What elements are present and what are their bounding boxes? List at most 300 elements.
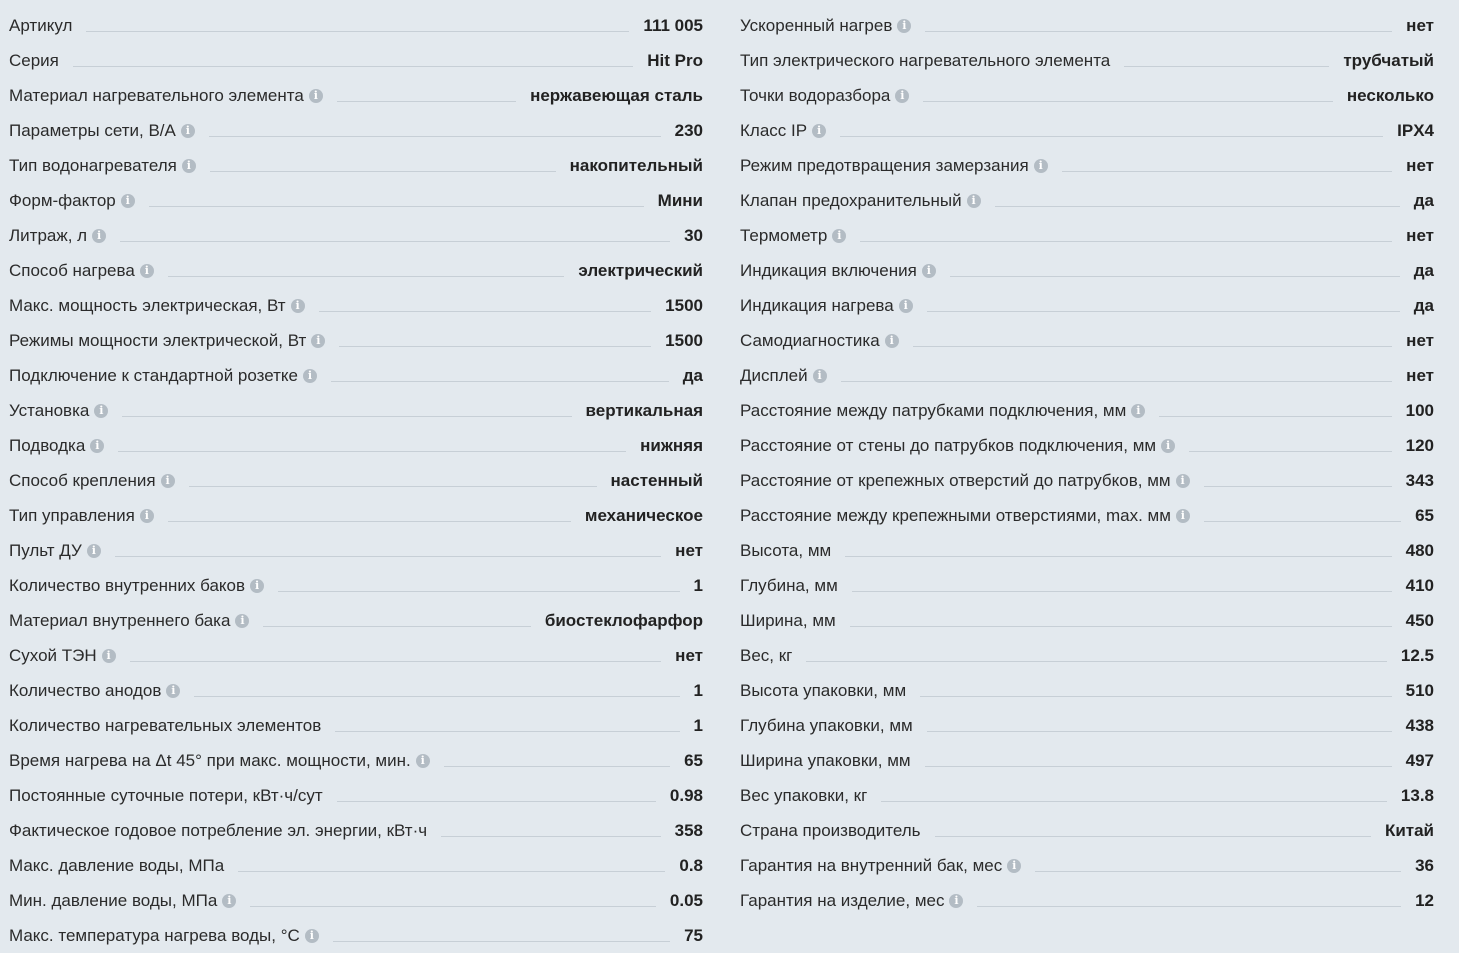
dotted-leader-line <box>881 790 1387 802</box>
spec-label <box>740 121 826 141</box>
dotted-leader-line <box>1062 160 1393 172</box>
spec-label-text: Ширина упаковки, мм <box>740 750 911 770</box>
spec-row <box>740 183 1434 218</box>
spec-label-text: Расстояние от крепежных отверстий до патрубков, мм <box>740 470 1171 490</box>
spec-value: 410 <box>1405 575 1434 595</box>
spec-label-text: Время нагрева на Δt 45° при макс. мощности, мин. <box>9 750 411 770</box>
spec-value: 510 <box>1405 680 1434 700</box>
dotted-leader-line <box>120 230 670 242</box>
spec-label <box>740 471 1190 491</box>
spec-value: Hit Pro <box>647 50 703 70</box>
spec-label-text: Тип электрического нагревательного элемента <box>740 50 1111 70</box>
spec-label-text: Макс. температура нагрева воды, °С <box>9 925 300 945</box>
spec-row <box>740 8 1434 43</box>
spec-row <box>740 253 1434 288</box>
dotted-leader-line <box>841 370 1393 382</box>
dotted-leader-line <box>1204 510 1401 522</box>
spec-row <box>740 883 1434 918</box>
dotted-leader-line <box>840 125 1383 137</box>
spec-value: 1500 <box>665 295 703 315</box>
spec-label-text: Пульт ДУ <box>9 540 82 560</box>
spec-value: биостеклофарфор <box>544 610 703 630</box>
dotted-leader-line <box>850 615 1392 627</box>
info-icon[interactable]: i <box>235 614 249 628</box>
dotted-leader-line <box>925 755 1392 767</box>
dotted-leader-line <box>210 160 556 172</box>
spec-value: 0.05 <box>669 890 703 910</box>
spec-label-text: Клапан предохранительный <box>740 190 962 210</box>
spec-label <box>9 366 317 386</box>
spec-label-text: Тип управления <box>9 505 135 525</box>
spec-label <box>740 891 963 911</box>
info-icon[interactable]: i <box>94 404 108 418</box>
dotted-leader-line <box>923 90 1333 102</box>
info-icon[interactable]: i <box>102 649 116 663</box>
dotted-leader-line <box>995 195 1400 207</box>
info-icon[interactable]: i <box>309 89 323 103</box>
spec-label-text: Страна производитель <box>740 820 921 840</box>
spec-row <box>9 498 703 533</box>
spec-label <box>9 191 135 211</box>
info-icon[interactable]: i <box>182 159 196 173</box>
info-icon[interactable]: i <box>121 194 135 208</box>
dotted-leader-line <box>194 685 679 697</box>
spec-row <box>9 358 703 393</box>
spec-row <box>9 603 703 638</box>
dotted-leader-line <box>1124 55 1329 67</box>
info-icon[interactable]: i <box>305 929 319 943</box>
spec-label-text: Режим предотвращения замерзания <box>740 155 1029 175</box>
spec-label <box>9 786 323 806</box>
spec-label <box>740 611 836 631</box>
dotted-leader-line <box>1189 440 1392 452</box>
spec-label-text: Количество внутренних баков <box>9 575 246 595</box>
spec-label-text: Режимы мощности электрической, Вт <box>9 330 307 350</box>
spec-row <box>740 113 1434 148</box>
spec-value: 230 <box>674 120 703 140</box>
info-icon[interactable]: i <box>1007 859 1021 873</box>
spec-row <box>740 568 1434 603</box>
spec-row <box>9 568 703 603</box>
spec-label <box>9 716 321 736</box>
spec-row <box>740 393 1434 428</box>
spec-label-text: Глубина, мм <box>740 575 838 595</box>
spec-label-text: Высота упаковки, мм <box>740 680 907 700</box>
spec-value: настенный <box>610 470 703 490</box>
info-icon[interactable]: i <box>1176 509 1190 523</box>
dotted-leader-line <box>168 510 571 522</box>
spec-label <box>9 261 154 281</box>
spec-row <box>9 463 703 498</box>
dotted-leader-line <box>339 335 651 347</box>
spec-label <box>9 296 305 316</box>
spec-row <box>740 603 1434 638</box>
spec-row <box>9 183 703 218</box>
info-icon[interactable]: i <box>1161 439 1175 453</box>
spec-label-text: Количество нагревательных элементов <box>9 715 322 735</box>
spec-label-text: Ширина, мм <box>740 610 836 630</box>
spec-label-text: Ускоренный нагрев <box>740 15 893 35</box>
spec-row <box>740 778 1434 813</box>
spec-value: накопительный <box>569 155 703 175</box>
dotted-leader-line <box>118 440 626 452</box>
dotted-leader-line <box>1159 405 1391 417</box>
spec-row <box>9 778 703 813</box>
info-icon[interactable]: i <box>967 194 981 208</box>
spec-label <box>740 16 911 36</box>
spec-label-text: Форм-фактор <box>9 190 116 210</box>
spec-row <box>9 813 703 848</box>
spec-row <box>9 43 703 78</box>
dotted-leader-line <box>238 860 665 872</box>
spec-label <box>9 681 180 701</box>
spec-label-text: Расстояние между патрубками подключения, мм <box>740 400 1127 420</box>
spec-row <box>740 743 1434 778</box>
spec-value: электрический <box>578 260 703 280</box>
info-icon[interactable]: i <box>250 579 264 593</box>
spec-value: 120 <box>1405 435 1434 455</box>
info-icon[interactable]: i <box>140 509 154 523</box>
spec-label <box>740 646 792 666</box>
dotted-leader-line <box>845 545 1391 557</box>
info-icon[interactable]: i <box>885 334 899 348</box>
spec-label-text: Расстояние между крепежными отверстиями, max. мм <box>740 505 1171 525</box>
spec-label <box>9 611 249 631</box>
spec-value: 1500 <box>665 330 703 350</box>
spec-label-text: Подводка <box>9 435 86 455</box>
spec-row <box>740 498 1434 533</box>
spec-label-text: Тип водонагревателя <box>9 155 177 175</box>
spec-label-text: Расстояние от стены до патрубков подключения, мм <box>740 435 1157 455</box>
spec-label <box>740 786 867 806</box>
spec-value: 450 <box>1405 610 1434 630</box>
info-icon[interactable]: i <box>832 229 846 243</box>
spec-row <box>740 218 1434 253</box>
spec-label <box>740 751 911 771</box>
info-icon[interactable]: i <box>897 19 911 33</box>
spec-value: 1 <box>693 575 703 595</box>
spec-label-text: Точки водоразбора <box>740 85 891 105</box>
spec-label <box>9 226 106 246</box>
spec-label <box>9 401 108 421</box>
spec-label <box>9 86 323 106</box>
spec-label-text: Класс IP <box>740 120 808 140</box>
dotted-leader-line <box>122 405 571 417</box>
spec-value: нет <box>675 645 703 665</box>
spec-value: трубчатый <box>1343 50 1434 70</box>
spec-label <box>9 576 264 596</box>
spec-label <box>740 366 827 386</box>
spec-label-text: Фактическое годовое потребление эл. энергии, кВт·ч <box>9 820 428 840</box>
spec-label-text: Способ нагрева <box>9 260 135 280</box>
spec-row <box>740 428 1434 463</box>
spec-label <box>740 856 1021 876</box>
spec-row <box>9 323 703 358</box>
spec-row <box>9 708 703 743</box>
spec-label-text: Количество анодов <box>9 680 162 700</box>
spec-value: 497 <box>1405 750 1434 770</box>
spec-label <box>9 891 236 911</box>
spec-row <box>9 393 703 428</box>
spec-value: да <box>682 365 703 385</box>
spec-row <box>740 43 1434 78</box>
spec-label <box>9 751 430 771</box>
dotted-leader-line <box>913 335 1393 347</box>
spec-label-text: Постоянные суточные потери, кВт·ч/сут <box>9 785 323 805</box>
specs-column-right <box>740 8 1434 918</box>
spec-row <box>740 78 1434 113</box>
spec-label <box>740 226 846 246</box>
dotted-leader-line <box>977 895 1401 907</box>
info-icon[interactable]: i <box>291 299 305 313</box>
spec-label-text: Индикация нагрева <box>740 295 894 315</box>
spec-value: 13.8 <box>1400 785 1434 805</box>
spec-value: нержавеющая сталь <box>530 85 703 105</box>
spec-row <box>9 8 703 43</box>
dotted-leader-line <box>331 370 669 382</box>
spec-value: Мини <box>657 190 703 210</box>
spec-value: 438 <box>1405 715 1434 735</box>
info-icon[interactable]: i <box>899 299 913 313</box>
spec-row <box>9 218 703 253</box>
spec-label-text: Глубина упаковки, мм <box>740 715 913 735</box>
spec-value: 12.5 <box>1400 645 1434 665</box>
spec-value: да <box>1413 260 1434 280</box>
spec-row <box>740 708 1434 743</box>
info-icon[interactable]: i <box>140 264 154 278</box>
dotted-leader-line <box>920 685 1391 697</box>
dotted-leader-line <box>925 20 1392 32</box>
spec-row <box>9 673 703 708</box>
dotted-leader-line <box>278 580 679 592</box>
spec-value: 1 <box>693 680 703 700</box>
spec-label <box>9 51 59 71</box>
info-icon[interactable]: i <box>1034 159 1048 173</box>
spec-row <box>740 848 1434 883</box>
spec-label <box>9 506 154 526</box>
info-icon[interactable]: i <box>181 124 195 138</box>
spec-label <box>740 156 1048 176</box>
spec-value: Китай <box>1384 820 1434 840</box>
dotted-leader-line <box>250 895 656 907</box>
spec-value: нет <box>1406 330 1434 350</box>
spec-value: IPX4 <box>1397 120 1434 140</box>
spec-label-text: Подключение к стандартной розетке <box>9 365 298 385</box>
info-icon[interactable]: i <box>92 229 106 243</box>
info-icon[interactable]: i <box>416 754 430 768</box>
spec-label <box>740 716 913 736</box>
dotted-leader-line <box>319 300 652 312</box>
info-icon[interactable]: i <box>166 684 180 698</box>
spec-row <box>9 533 703 568</box>
spec-value: нет <box>1406 365 1434 385</box>
spec-value: 12 <box>1415 890 1434 910</box>
spec-label <box>740 191 981 211</box>
spec-label <box>9 436 104 456</box>
specs-column-left <box>9 8 703 953</box>
spec-label <box>9 821 427 841</box>
spec-label <box>9 16 72 36</box>
spec-value: да <box>1413 190 1434 210</box>
spec-label <box>740 821 921 841</box>
info-icon[interactable]: i <box>311 334 325 348</box>
spec-value: 65 <box>684 750 703 770</box>
dotted-leader-line <box>927 720 1392 732</box>
spec-label-text: Высота, мм <box>740 540 832 560</box>
dotted-leader-line <box>950 265 1400 277</box>
spec-value: 343 <box>1405 470 1434 490</box>
spec-value: несколько <box>1346 85 1434 105</box>
spec-label <box>740 401 1145 421</box>
spec-label <box>9 471 175 491</box>
spec-label-text: Дисплей <box>740 365 808 385</box>
dotted-leader-line <box>337 90 516 102</box>
spec-value: нет <box>675 540 703 560</box>
spec-label <box>740 296 913 316</box>
spec-value: 0.98 <box>669 785 703 805</box>
spec-label <box>9 646 116 666</box>
dotted-leader-line <box>441 825 661 837</box>
spec-label-text: Мин. давление воды, МПа <box>9 890 218 910</box>
spec-label <box>9 926 319 946</box>
info-icon[interactable]: i <box>222 894 236 908</box>
spec-value: 0.8 <box>679 855 703 875</box>
spec-label-text: Сухой ТЭН <box>9 645 97 665</box>
spec-value: нижняя <box>640 435 703 455</box>
spec-label <box>9 856 224 876</box>
spec-value: нет <box>1406 225 1434 245</box>
spec-value: нет <box>1406 155 1434 175</box>
spec-row <box>740 288 1434 323</box>
spec-label <box>740 576 838 596</box>
spec-row <box>9 148 703 183</box>
spec-row <box>9 78 703 113</box>
spec-row <box>9 743 703 778</box>
dotted-leader-line <box>852 580 1392 592</box>
dotted-leader-line <box>73 55 633 67</box>
dotted-leader-line <box>149 195 644 207</box>
info-icon[interactable]: i <box>1131 404 1145 418</box>
dotted-leader-line <box>335 720 679 732</box>
spec-row <box>740 463 1434 498</box>
spec-value: вертикальная <box>585 400 703 420</box>
dotted-leader-line <box>1204 475 1392 487</box>
spec-label-text: Литраж, л <box>9 225 88 245</box>
dotted-leader-line <box>86 20 629 32</box>
spec-value: 100 <box>1405 400 1434 420</box>
spec-row <box>9 883 703 918</box>
spec-label <box>740 261 936 281</box>
dotted-leader-line <box>860 230 1392 242</box>
info-icon[interactable]: i <box>949 894 963 908</box>
dotted-leader-line <box>168 265 565 277</box>
spec-value: нет <box>1406 15 1434 35</box>
info-icon[interactable]: i <box>303 369 317 383</box>
spec-label-text: Самодиагностика <box>740 330 880 350</box>
spec-label-text: Материал нагревательного элемента <box>9 85 304 105</box>
info-icon[interactable]: i <box>90 439 104 453</box>
spec-value: 75 <box>684 925 703 945</box>
dotted-leader-line <box>444 755 670 767</box>
spec-value: 36 <box>1415 855 1434 875</box>
spec-row <box>740 358 1434 393</box>
spec-label-text: Макс. давление воды, МПа <box>9 855 225 875</box>
info-icon[interactable]: i <box>813 369 827 383</box>
dotted-leader-line <box>927 300 1400 312</box>
spec-value: да <box>1413 295 1434 315</box>
spec-label-text: Макс. мощность электрическая, Вт <box>9 295 286 315</box>
spec-label-text: Гарантия на внутренний бак, мес <box>740 855 1003 875</box>
dotted-leader-line <box>115 545 661 557</box>
spec-label-text: Вес, кг <box>740 645 793 665</box>
spec-label-text: Материал внутреннего бака <box>9 610 231 630</box>
info-icon[interactable]: i <box>812 124 826 138</box>
spec-label <box>9 156 196 176</box>
spec-value: 358 <box>674 820 703 840</box>
dotted-leader-line <box>209 125 661 137</box>
spec-value: 1 <box>693 715 703 735</box>
spec-row <box>740 323 1434 358</box>
dotted-leader-line <box>130 650 662 662</box>
spec-value: механическое <box>584 505 703 525</box>
spec-label <box>740 51 1110 71</box>
spec-label <box>740 506 1190 526</box>
dotted-leader-line <box>333 930 670 942</box>
spec-label-text: Серия <box>9 50 59 70</box>
spec-label <box>9 331 325 351</box>
info-icon[interactable]: i <box>922 264 936 278</box>
spec-row <box>740 148 1434 183</box>
spec-row <box>9 918 703 953</box>
info-icon[interactable]: i <box>895 89 909 103</box>
info-icon[interactable]: i <box>1176 474 1190 488</box>
dotted-leader-line <box>263 615 530 627</box>
dotted-leader-line <box>189 475 597 487</box>
spec-label <box>740 86 909 106</box>
spec-row <box>9 848 703 883</box>
info-icon[interactable]: i <box>87 544 101 558</box>
spec-value: 65 <box>1415 505 1434 525</box>
spec-label <box>740 541 831 561</box>
spec-label-text: Способ крепления <box>9 470 156 490</box>
spec-label-text: Термометр <box>740 225 828 245</box>
dotted-leader-line <box>935 825 1371 837</box>
spec-label <box>9 541 101 561</box>
spec-label-text: Артикул <box>9 15 73 35</box>
spec-row <box>9 288 703 323</box>
spec-label-text: Параметры сети, В/А <box>9 120 176 140</box>
spec-label-text: Вес упаковки, кг <box>740 785 868 805</box>
spec-label <box>740 681 906 701</box>
spec-row <box>740 638 1434 673</box>
info-icon[interactable]: i <box>161 474 175 488</box>
spec-row <box>740 813 1434 848</box>
spec-row <box>740 533 1434 568</box>
spec-value: 30 <box>684 225 703 245</box>
dotted-leader-line <box>1035 860 1401 872</box>
spec-value: 111 005 <box>643 15 703 35</box>
dotted-leader-line <box>337 790 656 802</box>
dotted-leader-line <box>806 650 1387 662</box>
spec-row <box>740 673 1434 708</box>
spec-row <box>9 428 703 463</box>
spec-label-text: Установка <box>9 400 90 420</box>
spec-label <box>740 436 1175 456</box>
spec-value: 480 <box>1405 540 1434 560</box>
spec-label <box>9 121 195 141</box>
spec-row <box>9 253 703 288</box>
spec-row <box>9 113 703 148</box>
